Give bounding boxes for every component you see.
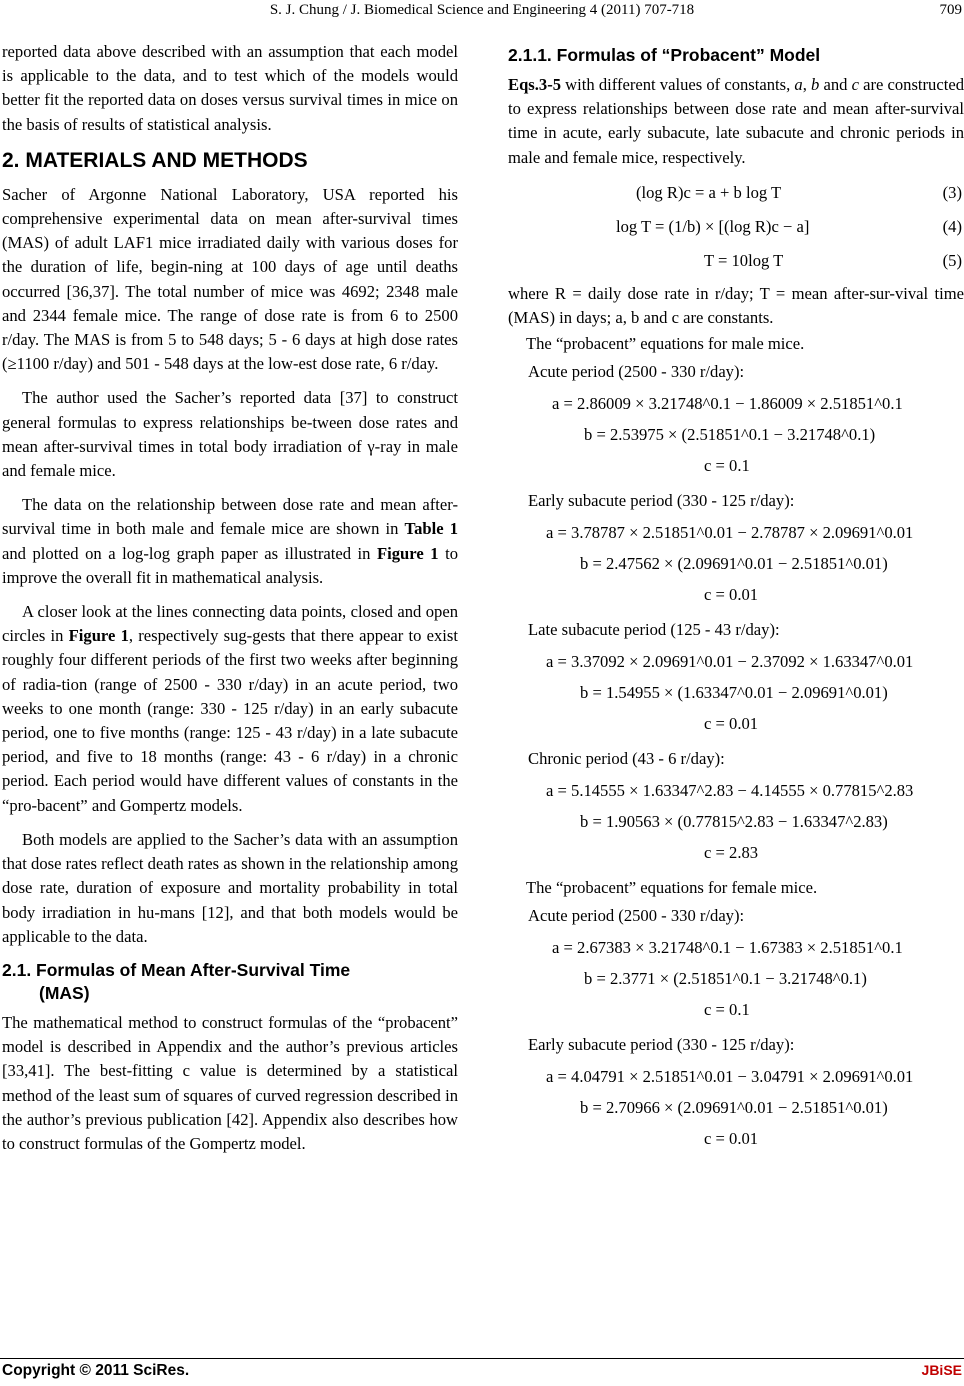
- male-equations-title: The “probacent” equations for male mice.: [526, 334, 805, 354]
- text-span: ,: [802, 75, 811, 94]
- equation-a: a = 3.37092 × 2.09691^0.01 − 2.37092 × 1.63347^0.01: [546, 652, 914, 672]
- equation-b: b = 2.53975 × (2.51851^0.1 − 3.21748^0.1): [584, 425, 876, 445]
- equation-b: b = 1.54955 × (1.63347^0.01 − 2.09691^0.01): [580, 683, 888, 703]
- text-span: are constructed to express relationships between dose rate and mean after-survival time in acute, early subacute, late subacute and chronic periods in male and female mice, respectively.: [508, 75, 964, 167]
- text-span: The data on the relationship between dose rate and mean after-survival time in both male and female mice are shown in: [2, 495, 458, 539]
- equation-b: b = 2.70966 × (2.09691^0.01 − 2.51851^0.01): [580, 1098, 888, 1118]
- page-header: [0, 0, 964, 30]
- paragraph-sacher-data: Sacher of Argonne National Laboratory, USA reported his comprehensive experimental data on mean after-survival times (MAS) of adult LAF1 mice irradiated daily with various doses for the duration of life, begin-ning at 100 days of age until deaths occurred [36,37]. The total number of mice was 4692; 2348 male and 2344 female mice. The range of dose rate is from 6 to 2500 r/day. The MAS is from 5 to 548 days; 5 - 6 days at high dose rates (≥1100 r/day) and 501 - 548 days at the low-est dose rate, 6 r/day.: [2, 184, 458, 374]
- equation-4: [508, 210, 964, 244]
- symbol-c: c: [851, 75, 859, 94]
- paragraph-where: where R = daily dose rate in r/day; T = mean after-sur-vival time (MAS) in days; a, b and c are constants.: [508, 283, 964, 328]
- female-equations-title: The “probacent” equations for female mice.: [526, 878, 818, 898]
- period-label: Early subacute period (330 - 125 r/day):: [528, 491, 795, 511]
- period-label: Acute period (2500 - 330 r/day):: [528, 362, 745, 382]
- text-span: and: [819, 75, 852, 94]
- paragraph-both-models: Both models are applied to the Sacher’s data with an assumption that dose rates reflect death rates as shown in the relationship among dose rate, duration of exposure and mortality probability in total body irradiation in hu-mans [12], and that both models would be applicable to the data.: [2, 829, 458, 946]
- figure-reference: Figure 1: [68, 626, 129, 646]
- equation-a: a = 2.86009 × 3.21748^0.1 − 1.86009 × 2.51851^0.1: [552, 394, 903, 414]
- text-span: and plotted on a log-log graph paper as illustrated in: [2, 543, 377, 563]
- subsection-heading-line-2: (MAS): [39, 982, 90, 1003]
- equation-c: c = 0.1: [704, 456, 750, 476]
- paragraph-method: The mathematical method to construct formulas of the “probacent” model is described in Appendix and the author’s previous articles [33,41]. The best-fitting c value is determined by a statistical method of the least sum of squares of curved regression described in the author’s previous publication [42]. Appendix also describes how to construct formulas of the Gompertz model.: [2, 1012, 458, 1153]
- equation-c: c = 0.1: [704, 1000, 750, 1020]
- equation-3: [508, 176, 964, 210]
- symbol-b: b: [811, 75, 820, 94]
- paragraph-intro-continuation: reported data above described with an assumption that each model is applicable to the data, and to test which of the models would better fit the reported data on doses versus survival times in mice on the basis of results of statistical analysis.: [2, 42, 458, 134]
- equation-a: a = 3.78787 × 2.51851^0.01 − 2.78787 × 2.09691^0.01: [546, 523, 914, 543]
- equation-4-number: (4): [942, 216, 962, 236]
- equation-a: a = 4.04791 × 2.51851^0.01 − 3.04791 × 2.09691^0.01: [546, 1067, 914, 1087]
- equation-5-expression: T = 10log T: [704, 250, 784, 270]
- equation-c: c = 0.01: [704, 585, 759, 605]
- paragraph-closer-look: [2, 600, 458, 818]
- journal-abbreviation: JBiSE: [921, 1362, 962, 1378]
- section-heading: 2. MATERIALS AND METHODS: [2, 148, 308, 172]
- subsection-heading: [2, 959, 458, 1005]
- equation-5-number: (5): [942, 250, 962, 270]
- subsubsection-heading: 2.1.1. Formulas of “Probacent” Model: [508, 45, 821, 65]
- symbol-a: a: [794, 75, 803, 94]
- subsection-heading-line-1: 2.1. Formulas of Mean After-Survival Time: [2, 959, 351, 980]
- copyright-text: Copyright © 2011 SciRes.: [2, 1362, 190, 1379]
- text-span: to improve the overall fit in mathematical analysis.: [2, 543, 458, 587]
- equation-b: b = 2.3771 × (2.51851^0.1 − 3.21748^0.1): [584, 969, 867, 989]
- text-span: with different values of constants,: [561, 75, 795, 94]
- equation-a: a = 2.67383 × 3.21748^0.1 − 1.67383 × 2.51851^0.1: [552, 938, 903, 958]
- page-number: 709: [939, 2, 962, 18]
- paragraph-data-shown: [2, 493, 458, 590]
- equation-b: b = 1.90563 × (0.77815^2.83 − 1.63347^2.83): [580, 812, 888, 832]
- equation-4-expression: log T = (1/b) × [(log R)c − a]: [616, 216, 810, 236]
- text-span: , respectively sug-gests that there appear to exist roughly four different periods of the first two weeks after beginning of radia-tion (range of 2500 - 330 r/day) in an acute period, two weeks to one month (range: 330 - 125 r/day) in an early subacute period, one to five months (range: 125 - 43 r/day) in a late subacute period, and five to 18 months (range: 43 - 6 r/day) in a chronic period. Each period would have different values of constants in the “pro-bacent” and Gompertz models.: [2, 626, 458, 815]
- equation-c: c = 0.01: [704, 714, 759, 734]
- footer-rule: [0, 1358, 964, 1359]
- equation-c: c = 0.01: [704, 1129, 759, 1149]
- male-periods: [508, 360, 964, 868]
- left-column: [2, 40, 458, 1156]
- period-label: Late subacute period (125 - 43 r/day):: [528, 620, 780, 640]
- table-reference: Table 1: [404, 519, 458, 539]
- period-label: Acute period (2500 - 330 r/day):: [528, 906, 745, 926]
- equation-c: c = 2.83: [704, 843, 759, 863]
- figure-reference: Figure 1: [377, 543, 439, 563]
- period-label: Chronic period (43 - 6 r/day):: [528, 749, 725, 769]
- equation-3-expression: (log R)c = a + b log T: [636, 182, 782, 202]
- paragraph-eqs: [508, 73, 964, 170]
- paragraph-author-used: The author used the Sacher’s reported data [37] to construct general formulas to express relationships be-tween dose rates and mean after-survival times in total body irradiation of γ-ray in male and female mice.: [2, 388, 458, 481]
- text-span: A closer look at the lines connecting data points, closed and open circles in: [2, 602, 458, 646]
- equation-5: [508, 244, 964, 278]
- page-footer: [0, 1358, 964, 1384]
- period-label: Early subacute period (330 - 125 r/day):: [528, 1035, 795, 1055]
- running-title: S. J. Chung / J. Biomedical Science and Engineering 4 (2011) 707-718: [269, 2, 695, 18]
- right-column: [508, 40, 964, 1154]
- equation-reference: Eqs.3-5: [508, 75, 562, 94]
- equation-3-number: (3): [942, 182, 962, 202]
- equation-b: b = 2.47562 × (2.09691^0.01 − 2.51851^0.01): [580, 554, 888, 574]
- equation-a: a = 5.14555 × 1.63347^2.83 − 4.14555 × 0.77815^2.83: [546, 781, 914, 801]
- female-periods: [508, 904, 964, 1154]
